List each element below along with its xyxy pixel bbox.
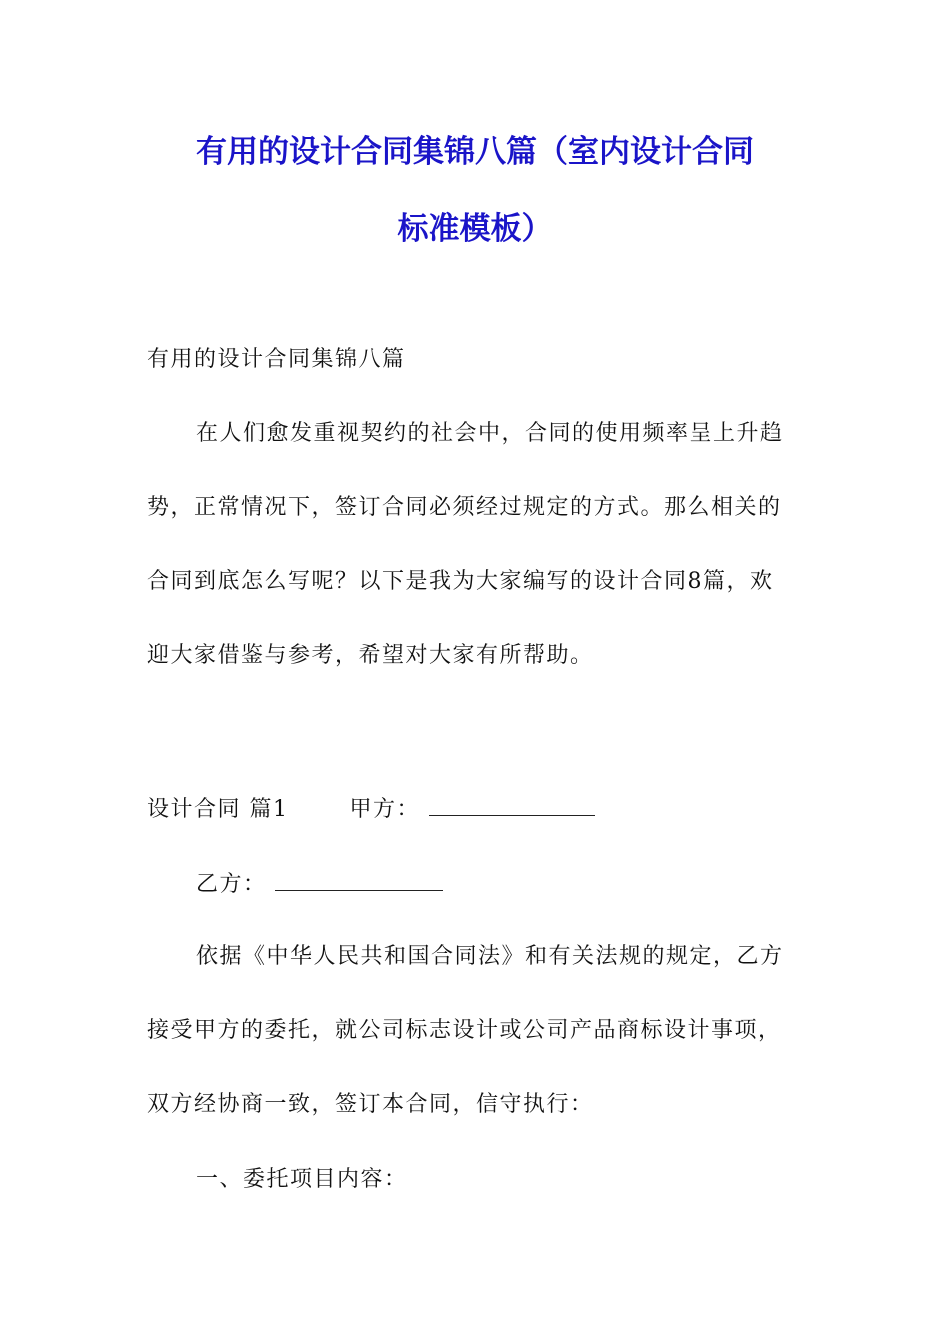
intro-line-2: 势，正常情况下，签订合同必须经过规定的方式。那么相关的 <box>147 495 782 520</box>
intro-line-1: 在人们愈发重视契约的社会中，合同的使用频率呈上升趋 <box>196 421 784 446</box>
party-a-label: 甲方： <box>349 797 421 822</box>
document-subtitle: 有用的设计合同集锦八篇 <box>147 347 406 372</box>
document-title-line-2: 标准模板） <box>397 211 553 247</box>
section-title: 设计合同 篇1 <box>147 797 289 822</box>
document-title-line-1: 有用的设计合同集锦八篇（室内设计合同 <box>196 134 754 170</box>
clause-1-heading: 一、委托项目内容： <box>196 1167 408 1192</box>
party-b-blank <box>275 868 443 891</box>
body-line-2: 接受甲方的委托，就公司标志设计或公司产品商标设计事项， <box>147 1018 782 1043</box>
party-a-blank <box>429 793 595 816</box>
party-b-label: 乙方： <box>196 872 267 897</box>
intro-line-3: 合同到底怎么写呢？以下是我为大家编写的设计合同8篇，欢 <box>147 569 774 594</box>
section-heading <box>147 793 595 825</box>
intro-line-4: 迎大家借鉴与参考，希望对大家有所帮助。 <box>147 643 594 668</box>
body-line-3: 双方经协商一致，签订本合同，信守执行： <box>147 1092 594 1117</box>
body-line-1: 依据《中华人民共和国合同法》和有关法规的规定，乙方 <box>196 944 784 969</box>
party-b-line <box>196 868 443 900</box>
